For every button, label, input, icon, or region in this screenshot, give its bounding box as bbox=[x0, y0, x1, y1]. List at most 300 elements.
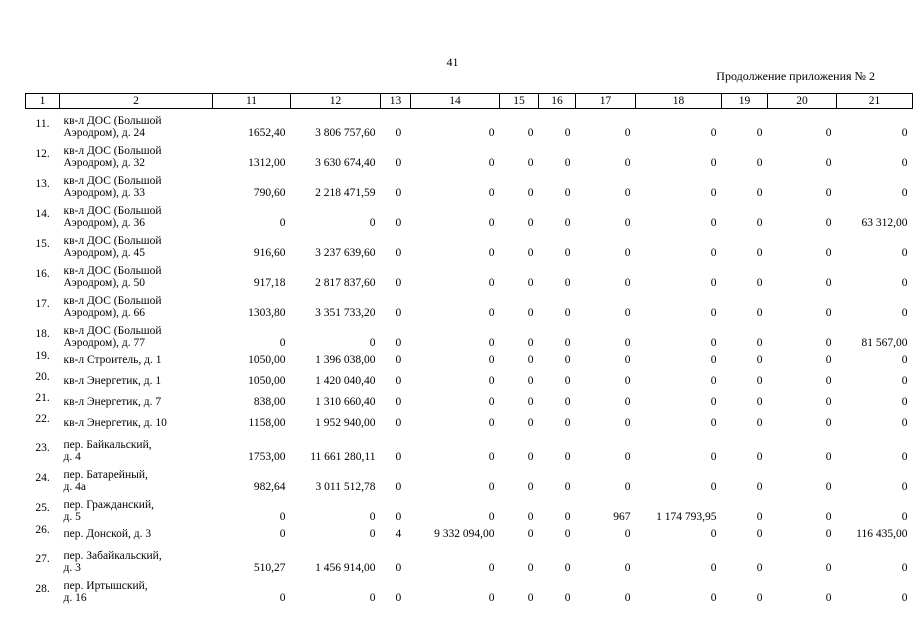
value-cell-16: 0 bbox=[564, 481, 571, 493]
value-cell-18: 0 bbox=[710, 127, 717, 139]
address-line: Аэродром), д. 50 bbox=[63, 277, 145, 289]
value-cell-16: 0 bbox=[564, 247, 571, 259]
value-cell-12: 1 420 040,40 bbox=[315, 374, 376, 387]
value-cell-14: 0 bbox=[488, 187, 495, 199]
row-number: 21. bbox=[35, 392, 50, 404]
address-cell bbox=[60, 523, 213, 544]
value-cell-15: 0 bbox=[527, 395, 534, 408]
value-cell-21: 0 bbox=[901, 395, 908, 408]
value-cell-15: 0 bbox=[527, 187, 534, 199]
value-cell-12: 0 bbox=[369, 337, 376, 349]
page-number: 41 bbox=[446, 55, 459, 69]
value-cell-15: 0 bbox=[527, 127, 534, 139]
value-cell-21: 0 bbox=[901, 416, 908, 429]
value-cell-11: 916,60 bbox=[253, 247, 286, 259]
value-cell-19: 0 bbox=[756, 416, 763, 429]
value-cell-15: 0 bbox=[527, 277, 534, 289]
address-cell bbox=[60, 463, 213, 493]
column-header: 13 bbox=[381, 94, 411, 109]
value-cell-17: 0 bbox=[624, 247, 631, 259]
address-line: кв-л ДОС (Большой bbox=[63, 235, 162, 247]
table-row bbox=[26, 433, 913, 463]
value-cell-14: 0 bbox=[488, 451, 495, 463]
address-cell bbox=[60, 391, 213, 412]
value-cell-15: 0 bbox=[527, 511, 534, 523]
value-cell-17: 0 bbox=[624, 353, 631, 366]
address-line: кв-л ДОС (Большой bbox=[63, 265, 162, 277]
value-cell-15: 0 bbox=[527, 247, 534, 259]
value-cell-11: 510,27 bbox=[253, 562, 286, 574]
value-cell-16: 0 bbox=[564, 451, 571, 463]
address-line: д. 4а bbox=[63, 481, 86, 493]
value-cell-20: 0 bbox=[825, 511, 832, 523]
value-cell-11: 1050,00 bbox=[248, 374, 286, 387]
address-line: кв-л Энергетик, д. 7 bbox=[63, 395, 162, 408]
value-cell-13: 0 bbox=[395, 247, 402, 259]
value-cell-20: 0 bbox=[825, 562, 832, 574]
value-cell-11: 0 bbox=[279, 337, 286, 349]
value-cell-11: 0 bbox=[279, 527, 286, 540]
table-row bbox=[26, 391, 913, 412]
column-header: 14 bbox=[411, 94, 500, 109]
address-line: пер. Батарейный, bbox=[63, 469, 148, 481]
address-line: Аэродром), д. 33 bbox=[63, 187, 145, 199]
value-cell-12: 0 bbox=[369, 217, 376, 229]
row-number: 19. bbox=[35, 350, 50, 362]
value-cell-13: 0 bbox=[395, 337, 402, 349]
value-cell-14: 0 bbox=[488, 353, 495, 366]
value-cell-21: 0 bbox=[901, 127, 908, 139]
value-cell-19: 0 bbox=[756, 157, 763, 169]
value-cell-14: 0 bbox=[488, 416, 495, 429]
column-header: 1 bbox=[26, 94, 60, 109]
value-cell-21: 0 bbox=[901, 481, 908, 493]
value-cell-15: 0 bbox=[527, 337, 534, 349]
column-header: 18 bbox=[636, 94, 722, 109]
value-cell-11: 0 bbox=[279, 511, 286, 523]
value-cell-13: 0 bbox=[395, 481, 402, 493]
row-number: 25. bbox=[35, 502, 50, 514]
value-cell-19: 0 bbox=[756, 187, 763, 199]
address-line: пер. Байкальский, bbox=[63, 439, 152, 451]
address-line: кв-л Энергетик, д. 10 bbox=[63, 416, 167, 429]
table-row bbox=[26, 319, 913, 349]
value-cell-17: 0 bbox=[624, 187, 631, 199]
address-cell bbox=[60, 574, 213, 604]
row-number: 24. bbox=[35, 472, 50, 484]
value-cell-11: 838,00 bbox=[253, 395, 286, 408]
value-cell-14: 0 bbox=[488, 562, 495, 574]
column-header: 15 bbox=[500, 94, 539, 109]
value-cell-16: 0 bbox=[564, 395, 571, 408]
value-cell-19: 0 bbox=[756, 481, 763, 493]
value-cell-13: 0 bbox=[395, 187, 402, 199]
value-cell-19: 0 bbox=[756, 247, 763, 259]
row-number: 23. bbox=[35, 442, 50, 454]
address-line: кв-л ДОС (Большой bbox=[63, 145, 162, 157]
row-number: 16. bbox=[35, 268, 50, 280]
value-cell-13: 0 bbox=[395, 307, 402, 319]
value-cell-14: 0 bbox=[488, 374, 495, 387]
row-number: 27. bbox=[35, 553, 50, 565]
address-line: Аэродром), д. 36 bbox=[63, 217, 145, 229]
value-cell-19: 0 bbox=[756, 307, 763, 319]
value-cell-11: 1050,00 bbox=[248, 353, 286, 366]
value-cell-12: 1 952 940,00 bbox=[315, 416, 376, 429]
table-row bbox=[26, 574, 913, 604]
table-row bbox=[26, 259, 913, 289]
value-cell-18: 0 bbox=[710, 337, 717, 349]
value-cell-20: 0 bbox=[825, 416, 832, 429]
table-row bbox=[26, 289, 913, 319]
value-cell-14: 0 bbox=[488, 307, 495, 319]
address-line: пер. Донской, д. 3 bbox=[63, 527, 152, 540]
address-line: пер. Иртышский, bbox=[63, 580, 148, 592]
value-cell-19: 0 bbox=[756, 592, 763, 604]
value-cell-20: 0 bbox=[825, 451, 832, 463]
value-cell-14: 0 bbox=[488, 217, 495, 229]
row-number: 28. bbox=[35, 583, 50, 595]
value-cell-18: 0 bbox=[710, 247, 717, 259]
value-cell-19: 0 bbox=[756, 511, 763, 523]
value-cell-11: 1303,80 bbox=[248, 307, 286, 319]
table-row bbox=[26, 493, 913, 523]
column-header: 17 bbox=[576, 94, 636, 109]
value-cell-20: 0 bbox=[825, 277, 832, 289]
value-cell-12: 0 bbox=[369, 511, 376, 523]
row-number: 13. bbox=[35, 178, 50, 190]
value-cell-21: 0 bbox=[901, 157, 908, 169]
table-row bbox=[26, 139, 913, 169]
value-cell-12: 2 218 471,59 bbox=[315, 187, 376, 199]
value-cell-21: 81 567,00 bbox=[861, 337, 908, 349]
address-line: д. 5 bbox=[63, 511, 81, 523]
value-cell-15: 0 bbox=[527, 217, 534, 229]
value-cell-20: 0 bbox=[825, 395, 832, 408]
value-cell-17: 0 bbox=[624, 592, 631, 604]
header-row bbox=[26, 94, 913, 109]
value-cell-18: 0 bbox=[710, 562, 717, 574]
row-number: 11. bbox=[35, 118, 50, 130]
address-line: Аэродром), д. 32 bbox=[63, 157, 145, 169]
address-line: д. 16 bbox=[63, 592, 87, 604]
value-cell-20: 0 bbox=[825, 247, 832, 259]
address-cell bbox=[60, 199, 213, 229]
value-cell-19: 0 bbox=[756, 527, 763, 540]
value-cell-11: 0 bbox=[279, 592, 286, 604]
value-cell-14: 0 bbox=[488, 127, 495, 139]
value-cell-12: 1 310 660,40 bbox=[315, 395, 376, 408]
column-header: 21 bbox=[837, 94, 913, 109]
address-line: Аэродром), д. 24 bbox=[63, 127, 145, 139]
value-cell-19: 0 bbox=[756, 451, 763, 463]
value-cell-21: 0 bbox=[901, 307, 908, 319]
value-cell-17: 0 bbox=[624, 277, 631, 289]
value-cell-19: 0 bbox=[756, 374, 763, 387]
value-cell-15: 0 bbox=[527, 307, 534, 319]
value-cell-20: 0 bbox=[825, 127, 832, 139]
address-cell bbox=[60, 169, 213, 199]
value-cell-11: 917,18 bbox=[253, 277, 286, 289]
value-cell-14: 0 bbox=[488, 277, 495, 289]
address-cell bbox=[60, 259, 213, 289]
value-cell-13: 0 bbox=[395, 451, 402, 463]
address-line: кв-л ДОС (Большой bbox=[63, 325, 162, 337]
table-body bbox=[26, 109, 913, 605]
value-cell-19: 0 bbox=[756, 395, 763, 408]
value-cell-13: 0 bbox=[395, 374, 402, 387]
value-cell-13: 0 bbox=[395, 217, 402, 229]
value-cell-16: 0 bbox=[564, 374, 571, 387]
value-cell-14: 0 bbox=[488, 395, 495, 408]
address-line: кв-л ДОС (Большой bbox=[63, 175, 162, 187]
table-row bbox=[26, 109, 913, 140]
table-row bbox=[26, 370, 913, 391]
value-cell-14: 9 332 094,00 bbox=[434, 527, 495, 540]
value-cell-15: 0 bbox=[527, 157, 534, 169]
value-cell-11: 1652,40 bbox=[248, 127, 286, 139]
value-cell-13: 0 bbox=[395, 157, 402, 169]
value-cell-15: 0 bbox=[527, 416, 534, 429]
address-cell bbox=[60, 319, 213, 349]
value-cell-13: 0 bbox=[395, 511, 402, 523]
value-cell-15: 0 bbox=[527, 451, 534, 463]
address-line: пер. Гражданский, bbox=[63, 499, 154, 511]
address-line: д. 3 bbox=[63, 562, 81, 574]
value-cell-18: 0 bbox=[710, 217, 717, 229]
value-cell-14: 0 bbox=[488, 592, 495, 604]
value-cell-21: 0 bbox=[901, 187, 908, 199]
value-cell-20: 0 bbox=[825, 353, 832, 366]
table-row bbox=[26, 523, 913, 544]
row-number: 14. bbox=[35, 208, 50, 220]
value-cell-11: 790,60 bbox=[253, 187, 286, 199]
value-cell-16: 0 bbox=[564, 157, 571, 169]
column-header: 2 bbox=[60, 94, 213, 109]
value-cell-13: 0 bbox=[395, 127, 402, 139]
value-cell-21: 0 bbox=[901, 247, 908, 259]
value-cell-11: 0 bbox=[279, 217, 286, 229]
value-cell-13: 0 bbox=[395, 353, 402, 366]
value-cell-17: 0 bbox=[624, 481, 631, 493]
value-cell-18: 0 bbox=[710, 353, 717, 366]
value-cell-16: 0 bbox=[564, 562, 571, 574]
value-cell-18: 0 bbox=[710, 592, 717, 604]
value-cell-20: 0 bbox=[825, 337, 832, 349]
value-cell-16: 0 bbox=[564, 353, 571, 366]
value-cell-12: 2 817 837,60 bbox=[315, 277, 376, 289]
value-cell-19: 0 bbox=[756, 337, 763, 349]
value-cell-19: 0 bbox=[756, 562, 763, 574]
address-cell bbox=[60, 289, 213, 319]
address-cell bbox=[60, 109, 213, 140]
value-cell-20: 0 bbox=[825, 374, 832, 387]
value-cell-21: 0 bbox=[901, 353, 908, 366]
row-number: 12. bbox=[35, 148, 50, 160]
value-cell-20: 0 bbox=[825, 187, 832, 199]
value-cell-21: 0 bbox=[901, 511, 908, 523]
address-line: пер. Забайкальский, bbox=[63, 550, 162, 562]
table-row bbox=[26, 169, 913, 199]
value-cell-17: 0 bbox=[624, 374, 631, 387]
value-cell-18: 0 bbox=[710, 374, 717, 387]
column-header: 20 bbox=[768, 94, 837, 109]
value-cell-11: 1158,00 bbox=[248, 416, 286, 429]
value-cell-20: 0 bbox=[825, 217, 832, 229]
value-cell-20: 0 bbox=[825, 307, 832, 319]
value-cell-21: 63 312,00 bbox=[861, 217, 908, 229]
value-cell-20: 0 bbox=[825, 592, 832, 604]
table-row bbox=[26, 349, 913, 370]
value-cell-18: 0 bbox=[710, 527, 717, 540]
address-cell bbox=[60, 229, 213, 259]
value-cell-21: 116 435,00 bbox=[856, 527, 908, 540]
column-header: 11 bbox=[213, 94, 291, 109]
value-cell-12: 0 bbox=[369, 527, 376, 540]
value-cell-15: 0 bbox=[527, 562, 534, 574]
address-cell bbox=[60, 349, 213, 370]
value-cell-18: 0 bbox=[710, 157, 717, 169]
value-cell-16: 0 bbox=[564, 217, 571, 229]
column-header: 12 bbox=[291, 94, 381, 109]
value-cell-18: 0 bbox=[710, 481, 717, 493]
value-cell-12: 3 806 757,60 bbox=[315, 127, 376, 139]
value-cell-14: 0 bbox=[488, 337, 495, 349]
value-cell-15: 0 bbox=[527, 481, 534, 493]
column-header: 19 bbox=[722, 94, 768, 109]
value-cell-17: 0 bbox=[624, 127, 631, 139]
value-cell-13: 0 bbox=[395, 395, 402, 408]
value-cell-16: 0 bbox=[564, 307, 571, 319]
value-cell-13: 0 bbox=[395, 416, 402, 429]
address-line: кв-л Энергетик, д. 1 bbox=[63, 374, 162, 387]
value-cell-19: 0 bbox=[756, 127, 763, 139]
value-cell-20: 0 bbox=[825, 481, 832, 493]
table-row bbox=[26, 463, 913, 493]
value-cell-12: 3 630 674,40 bbox=[315, 157, 376, 169]
value-cell-12: 3 237 639,60 bbox=[315, 247, 376, 259]
value-cell-16: 0 bbox=[564, 527, 571, 540]
row-number: 26. bbox=[35, 524, 50, 536]
data-table bbox=[25, 93, 913, 604]
value-cell-15: 0 bbox=[527, 527, 534, 540]
value-cell-16: 0 bbox=[564, 337, 571, 349]
value-cell-20: 0 bbox=[825, 157, 832, 169]
address-line: Аэродром), д. 77 bbox=[63, 337, 145, 349]
value-cell-13: 0 bbox=[395, 277, 402, 289]
value-cell-17: 0 bbox=[624, 217, 631, 229]
value-cell-21: 0 bbox=[901, 562, 908, 574]
value-cell-18: 0 bbox=[710, 416, 717, 429]
value-cell-11: 1312,00 bbox=[248, 157, 286, 169]
value-cell-14: 0 bbox=[488, 511, 495, 523]
row-number: 20. bbox=[35, 371, 50, 383]
address-line: кв-л Строитель, д. 1 bbox=[63, 353, 162, 366]
address-line: Аэродром), д. 45 bbox=[63, 247, 145, 259]
value-cell-12: 1 396 038,00 bbox=[315, 353, 376, 366]
value-cell-18: 0 bbox=[710, 451, 717, 463]
row-number: 22. bbox=[35, 413, 50, 425]
value-cell-13: 0 bbox=[395, 592, 402, 604]
table-row bbox=[26, 544, 913, 574]
value-cell-19: 0 bbox=[756, 353, 763, 366]
value-cell-12: 3 351 733,20 bbox=[315, 307, 376, 319]
value-cell-17: 0 bbox=[624, 416, 631, 429]
value-cell-16: 0 bbox=[564, 416, 571, 429]
value-cell-12: 3 011 512,78 bbox=[315, 481, 376, 493]
address-cell bbox=[60, 412, 213, 433]
value-cell-18: 1 174 793,95 bbox=[656, 511, 717, 523]
address-line: кв-л ДОС (Большой bbox=[63, 205, 162, 217]
value-cell-12: 0 bbox=[369, 592, 376, 604]
value-cell-20: 0 bbox=[825, 527, 832, 540]
value-cell-16: 0 bbox=[564, 511, 571, 523]
address-cell bbox=[60, 370, 213, 391]
appendix-caption: Продолжение приложения № 2 bbox=[716, 69, 875, 83]
value-cell-18: 0 bbox=[710, 395, 717, 408]
value-cell-21: 0 bbox=[901, 592, 908, 604]
value-cell-15: 0 bbox=[527, 374, 534, 387]
row-number: 17. bbox=[35, 298, 50, 310]
value-cell-16: 0 bbox=[564, 277, 571, 289]
value-cell-17: 0 bbox=[624, 562, 631, 574]
value-cell-18: 0 bbox=[710, 307, 717, 319]
address-cell bbox=[60, 493, 213, 523]
column-header: 16 bbox=[539, 94, 576, 109]
value-cell-18: 0 bbox=[710, 187, 717, 199]
value-cell-13: 0 bbox=[395, 562, 402, 574]
row-number: 15. bbox=[35, 238, 50, 250]
value-cell-14: 0 bbox=[488, 247, 495, 259]
row-number: 18. bbox=[35, 328, 50, 340]
value-cell-19: 0 bbox=[756, 217, 763, 229]
value-cell-13: 4 bbox=[395, 527, 402, 540]
table-row bbox=[26, 199, 913, 229]
address-cell bbox=[60, 139, 213, 169]
value-cell-17: 0 bbox=[624, 157, 631, 169]
address-line: д. 4 bbox=[63, 451, 81, 463]
value-cell-19: 0 bbox=[756, 277, 763, 289]
address-line: кв-л ДОС (Большой bbox=[63, 295, 162, 307]
value-cell-17: 0 bbox=[624, 527, 631, 540]
value-cell-16: 0 bbox=[564, 592, 571, 604]
value-cell-11: 982,64 bbox=[253, 481, 286, 493]
value-cell-17: 0 bbox=[624, 395, 631, 408]
address-cell bbox=[60, 544, 213, 574]
value-cell-14: 0 bbox=[488, 481, 495, 493]
value-cell-17: 0 bbox=[624, 337, 631, 349]
value-cell-21: 0 bbox=[901, 374, 908, 387]
value-cell-18: 0 bbox=[710, 277, 717, 289]
value-cell-14: 0 bbox=[488, 157, 495, 169]
value-cell-12: 11 661 280,11 bbox=[310, 451, 376, 463]
value-cell-21: 0 bbox=[901, 277, 908, 289]
value-cell-15: 0 bbox=[527, 592, 534, 604]
value-cell-16: 0 bbox=[564, 187, 571, 199]
value-cell-11: 1753,00 bbox=[248, 451, 286, 463]
value-cell-17: 0 bbox=[624, 451, 631, 463]
value-cell-21: 0 bbox=[901, 451, 908, 463]
value-cell-17: 967 bbox=[613, 511, 631, 523]
value-cell-15: 0 bbox=[527, 353, 534, 366]
value-cell-17: 0 bbox=[624, 307, 631, 319]
table-row bbox=[26, 412, 913, 433]
value-cell-16: 0 bbox=[564, 127, 571, 139]
address-cell bbox=[60, 433, 213, 463]
address-line: Аэродром), д. 66 bbox=[63, 307, 145, 319]
value-cell-12: 1 456 914,00 bbox=[315, 562, 376, 574]
address-line: кв-л ДОС (Большой bbox=[63, 115, 162, 127]
